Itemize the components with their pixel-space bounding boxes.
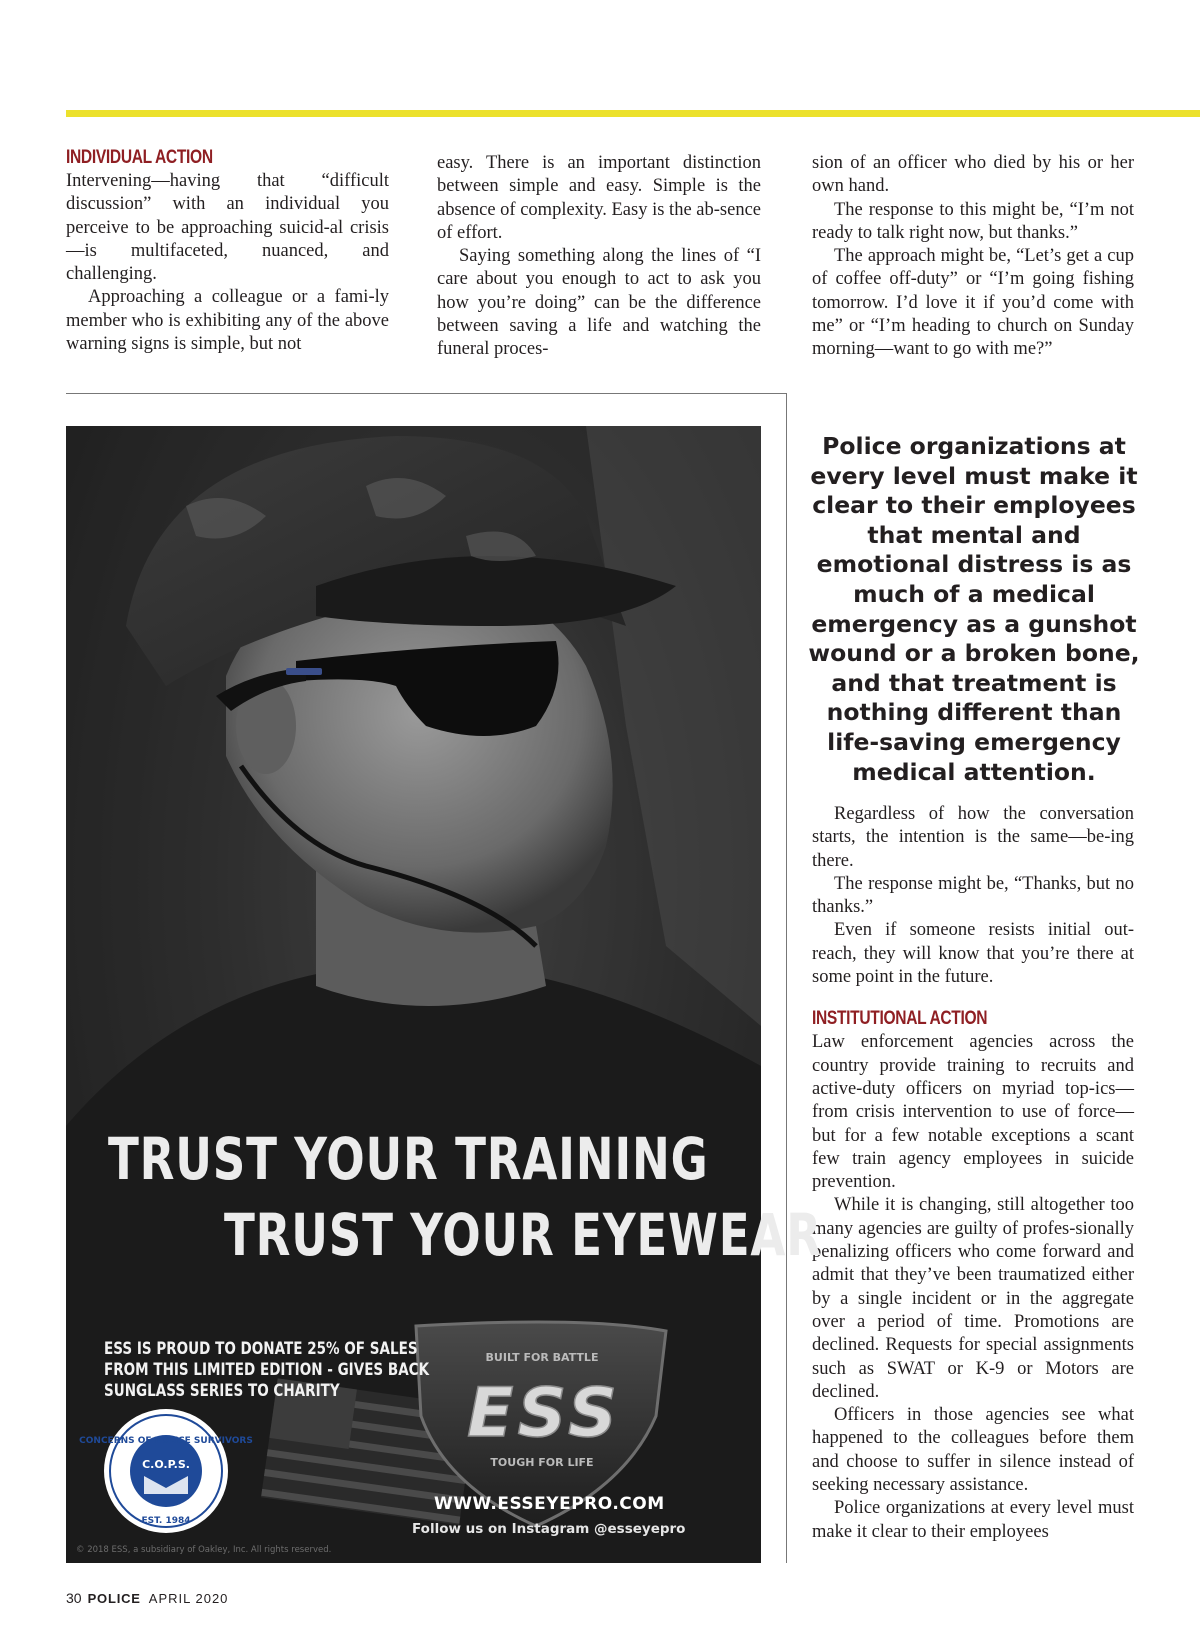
- section-heading-institutional-action: INSTITUTIONAL ACTION: [812, 1008, 988, 1030]
- pull-quote: Police organizations at every level must make it clear to their employees that mental and emotional distress is as much of a medical emergency as a gunshot wound or a broken bone, and that treatment is nothing different than life-saving emergency medical attention.: [808, 432, 1140, 786]
- ad-instagram-link[interactable]: Follow us on Instagram @esseyepro: [412, 1521, 686, 1537]
- paragraph: Officers in those agencies see what happened to the colleagues before them and choose to suffer in silence instead of seeking necessary assistance.: [812, 1405, 1134, 1496]
- badge-bottom-text: TOUGH FOR LIFE: [490, 1456, 594, 1469]
- top-accent-bar: [66, 110, 1200, 117]
- article-column-3-bottom: [812, 803, 1134, 1544]
- horizontal-divider: [66, 393, 787, 394]
- issue-date: APRIL 2020: [148, 1591, 229, 1606]
- ad-donation-line: FROM THIS LIMITED EDITION - GIVES BACK: [104, 1360, 430, 1379]
- ess-eyewear-advertisement: [66, 426, 822, 1563]
- paragraph: sion of an officer who died by his or her own hand.: [812, 153, 1134, 197]
- seal-ring-text: CONCERNS OF POLICE SURVIVORS: [79, 1436, 253, 1446]
- badge-top-text: BUILT FOR BATTLE: [485, 1351, 599, 1364]
- paragraph: Approaching a colleague or a fami-ly member who is exhibiting any of the above warning signs is simple, but not: [66, 287, 389, 355]
- sunglasses-flag-detail: [286, 668, 322, 675]
- article-column-3-top: [812, 152, 1134, 362]
- page-folio: [66, 1590, 228, 1606]
- paragraph: Police organizations at every level must make it clear to their employees: [812, 1498, 1134, 1542]
- page-number: 30: [66, 1590, 82, 1606]
- ad-donation-line: SUNGLASS SERIES TO CHARITY: [104, 1381, 340, 1400]
- paragraph: Saying something along the lines of “I care about you enough to act to ask you how you’re doing” can be the difference between saving a life and watching the funeral proces-: [437, 246, 761, 360]
- seal-center-text: C.O.P.S.: [142, 1458, 190, 1471]
- magazine-name: POLICE: [87, 1591, 141, 1606]
- seal-est-text: EST. 1984: [141, 1516, 191, 1526]
- ad-tagline-1: TRUST YOUR TRAINING: [108, 1125, 709, 1193]
- paragraph: Intervening—having that “difficult discussion” with an individual you perceive to be approaching suicid-al crisis—is multifaceted, nuanced, and challenging.: [66, 171, 389, 285]
- paragraph: easy. There is an important distinction between simple and easy. Simple is the absence of complexity. Easy is the ab-sence of effort.: [437, 153, 761, 243]
- ad-copyright: © 2018 ESS, a subsidiary of Oakley, Inc. All rights reserved.: [76, 1545, 332, 1555]
- ess-logo: ESS: [467, 1374, 621, 1453]
- ad-website-link[interactable]: WWW.ESSEYEPRO.COM: [434, 1494, 665, 1514]
- paragraph: Even if someone resists initial out-reach, they will know that you’re there at some point in the future.: [812, 920, 1134, 988]
- article-column-1: [66, 146, 389, 356]
- ad-donation-note: [104, 1338, 448, 1401]
- paragraph: While it is changing, still altogether too many agencies are guilty of profes-sionally penalizing officers who come forward and admit that they’ve been traumatized either by a single incident or in the aggregate over a period of time. Promotions are declined. Requests for special assignments such as SWAT or K-9 or Motors are declined.: [812, 1195, 1134, 1402]
- paragraph: The response might be, “Thanks, but no thanks.”: [812, 873, 1134, 918]
- paragraph: The approach might be, “Let’s get a cup of coffee off-duty” or “I’m going fishing tomorrow. I’d love it if you’d come with me” or “I’m heading to church on Sunday morning—want to go with me?”: [812, 246, 1134, 360]
- ad-tagline-2: TRUST YOUR EYEWEAR: [224, 1201, 822, 1269]
- paragraph: The response to this might be, “I’m not ready to talk right now, but thanks.”: [812, 199, 1134, 243]
- paragraph: Law enforcement agencies across the country provide training to recruits and active-duty officers on myriad top-ics—from crisis intervention to use of force—but for a few notable exceptions a scant few train agency employees in suicide prevention.: [812, 1032, 1134, 1193]
- vertical-divider: [786, 393, 787, 1563]
- paragraph: Regardless of how the conversation starts, the intention is the same—be-ing there.: [812, 804, 1134, 871]
- ad-donation-line: ESS IS PROUD TO DONATE 25% OF SALES: [104, 1339, 418, 1358]
- article-column-2: [437, 152, 761, 362]
- section-heading-individual-action: INDIVIDUAL ACTION: [66, 147, 213, 168]
